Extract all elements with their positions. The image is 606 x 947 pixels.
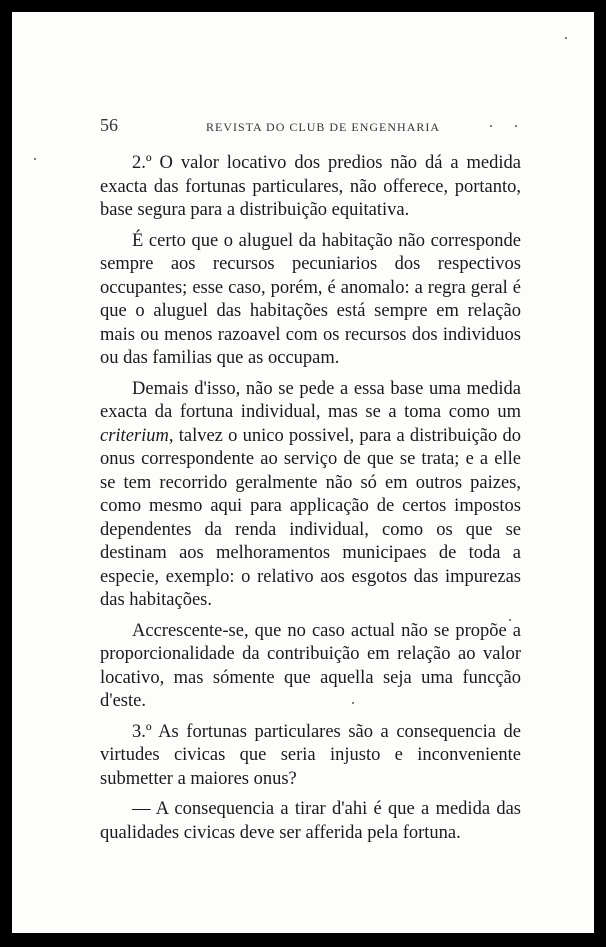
book-page <box>12 12 594 933</box>
page-header <box>100 115 520 139</box>
paragraph-3-text-b: , talvez o unico possivel, para a distribuição do onus correspondente ao serviço de que se trata; e a elle se tem recorrido geralmente não só em outros paizes, como mesmo aqui para applicação de certos impostos dependentes da renda individual, como os que se destinam aos melhoramentos municipaes de toda a especie, exemplo: o relativo aos esgotos das impurezas das habitações. <box>100 425 521 610</box>
paragraph-5: 3.º As fortunas particulares são a consequencia de virtudes civicas que seria injusto e inconveniente submetter a maiores onus? <box>100 721 521 789</box>
italic-term: criterium <box>100 425 169 446</box>
paper-speck <box>352 702 354 704</box>
paper-speck <box>34 158 36 160</box>
paper-speck <box>490 125 492 127</box>
paragraph-1: 2.º O valor locativo dos predios não dá a medida exacta das fortunas particulares, não offerece, portanto, base segura para a distribuição equitativa. <box>100 153 521 220</box>
paragraph-2: É certo que o aluguel da habitação não corresponde sempre aos recursos pecuniarios dos respectivos occupantes; esse caso, porém, é anomalo: a regra geral é que o aluguel das habitações está sempre em relação mais ou menos razoavel com os recursos dos individuos ou das familias que as occupam. <box>100 230 521 368</box>
paper-speck <box>515 125 517 127</box>
paragraph-3-text-a: Demais d'isso, não se pede a essa base uma medida exacta da fortuna individual, mas se a toma como um <box>100 378 521 422</box>
paper-speck <box>509 619 511 621</box>
paragraph-3 <box>100 378 521 613</box>
paragraph-6: — A consequencia a tirar d'ahi é que a medida das qualidades civicas deve ser afferida pela fortuna. <box>100 799 521 843</box>
paper-speck <box>565 37 567 39</box>
running-title: REVISTA DO CLUB DE ENGENHARIA <box>206 120 441 134</box>
page-number: 56 <box>100 115 118 135</box>
paragraph-4: Accrescente-se, que no caso actual não se propõe a proporcionalidade da contribuição em relação ao valor locativo, mas sómente que aquella seja uma funcção d'este. <box>100 620 521 711</box>
body-text <box>100 152 521 845</box>
